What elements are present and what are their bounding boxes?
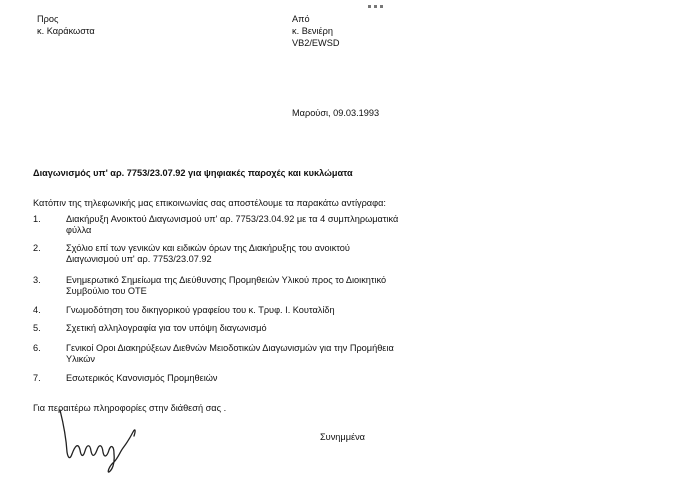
item-number: 4. <box>33 305 41 315</box>
item-text-line: φύλλα <box>66 225 92 235</box>
item-number: 3. <box>33 275 41 285</box>
date-line: Μαρούσι, 09.03.1993 <box>292 108 380 118</box>
item-text-line: Ενημερωτικό Σημείωμα της Διεύθυνσης Προμηθειών Υλικού προς το Διοικητικό <box>66 275 387 285</box>
item-text-line: Διακήρυξη Ανοικτού Διαγωνισμού υπ' αρ. 7753/23.04.92 με τα 4 συμπληρωματικά <box>66 214 399 224</box>
scan-artifact <box>365 0 383 11</box>
from-department: VB2/EWSD <box>292 38 340 48</box>
subject-line: Διαγωνισμός υπ' αρ. 7753/23.07.92 για ψηφιακές παροχές και κυκλώματα <box>33 168 353 178</box>
item-text-line: Σχόλιο επί των γενικών και ειδικών όρων της Διακήρυξης του ανοικτού <box>66 243 350 253</box>
to-name: κ. Καράκωστα <box>37 26 95 36</box>
intro-text: Κατόπιν της τηλεφωνικής μας επικοινωνίας σας αποστέλουμε τα παρακάτω αντίγραφα: <box>33 198 386 208</box>
item-text-line: Σχετική αλληλογραφία για τον υπόψη διαγωνισμό <box>66 323 267 333</box>
item-number: 2. <box>33 243 41 253</box>
closing-text: Για περαιτέρω πληροφορίες στην διάθεσή σας . <box>33 403 227 413</box>
item-text-line: Υλικών <box>66 354 96 364</box>
from-label: Από <box>292 14 310 24</box>
item-text-line: Εσωτερικός Κανονισμός Προμηθειών <box>66 373 218 383</box>
item-text-line: Συμβούλιο του ΟΤΕ <box>66 286 147 296</box>
item-number: 7. <box>33 373 41 383</box>
item-text-line: Γνωμοδότηση του δικηγορικού γραφείου του κ. Τρυφ. Ι. Κουταλίδη <box>66 305 335 315</box>
to-label: Προς <box>37 14 59 24</box>
item-number: 5. <box>33 323 41 333</box>
item-text-line: Γενικοί Οροι Διακηρύξεων Διεθνών Μειοδοτικών Διαγωνισμών για την Προμήθεια <box>66 343 394 353</box>
enclosures-label: Συνημμένα <box>320 432 365 442</box>
from-name: κ. Βενιέρη <box>292 26 333 36</box>
signature <box>54 406 154 476</box>
item-number: 1. <box>33 214 41 224</box>
item-text-line: Διαγωνισμού υπ' αρ. 7753/23.07.92 <box>66 254 212 264</box>
item-number: 6. <box>33 343 41 353</box>
